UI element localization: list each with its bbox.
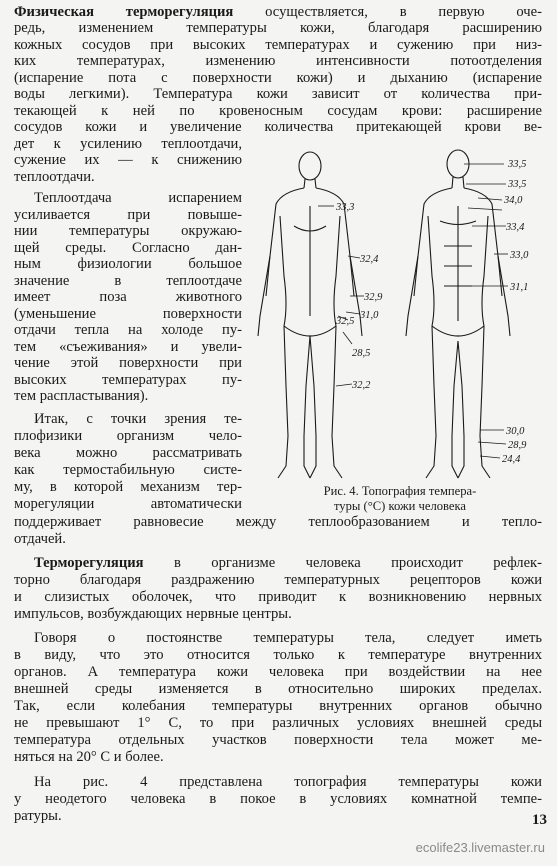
text-line: температура отдельных участков поверхности тела может ме- xyxy=(14,732,542,748)
temperature-labels xyxy=(335,159,529,465)
temperature-label: 32,5 xyxy=(336,316,355,327)
text-line: (уменьшение поверхности xyxy=(14,306,242,322)
text-line: отдачи тепла на холоде пу- xyxy=(14,322,242,338)
temperature-label: 28,5 xyxy=(352,348,371,359)
text-line: как термостабильную систе- xyxy=(14,462,242,478)
text-line: текающей к ней по кровеносным сосудам крови: расширение xyxy=(14,103,542,119)
text-line: не превышают 1° С, то при различных условиях внешней среды xyxy=(14,715,542,731)
text-line: нии температуры окружаю- xyxy=(14,223,242,239)
text-line: тем распластывания). xyxy=(14,388,149,404)
text-line: Итак, с точки зрения те- xyxy=(34,411,242,427)
temperature-label: 33,5 xyxy=(508,159,527,170)
temperature-label: 32,4 xyxy=(360,254,379,265)
text-line: усиливается при повыше- xyxy=(14,207,242,223)
text-line: морегуляции автоматически xyxy=(14,496,242,512)
temperature-label: 33,5 xyxy=(508,179,527,190)
text-line: имеет поза животного xyxy=(14,289,242,305)
figure-skin-temperature-topography xyxy=(248,146,548,486)
text-line: сужение их — к снижению xyxy=(14,152,242,168)
temperature-label: 31,0 xyxy=(360,310,379,321)
text-line: органов. А температура кожи человека при воздействии на нее xyxy=(14,664,542,680)
text-line: у неодетого человека в покое в условиях комнатной темпе- xyxy=(14,791,542,807)
text-line: сосудов кожи и увеличение количества притекающей крови ве- xyxy=(14,119,542,135)
watermark: ecolife23.livemaster.ru xyxy=(415,840,545,855)
text-line: редь, изменением температуры кожи, благодаря расширению xyxy=(14,20,542,36)
temperature-label: 30,0 xyxy=(506,426,525,437)
text-line: му, в которой механизм тер- xyxy=(14,479,242,495)
figure-caption-line: туры (°С) кожи человека xyxy=(333,499,467,513)
text-line: в виду, что это относится только к температуре внутренних xyxy=(14,647,542,663)
text-line: няться на 20° С и более. xyxy=(14,749,164,765)
temperature-label: 24,4 xyxy=(502,454,521,465)
text-line: внешней среды изменяется в относительно широких пределах. xyxy=(14,681,542,697)
body-figures-illustration xyxy=(248,146,548,486)
temperature-label: 33,4 xyxy=(506,222,525,233)
text-line: века можно рассматривать xyxy=(14,445,242,461)
temperature-label: 32,2 xyxy=(352,380,371,391)
temperature-label: 32,9 xyxy=(364,292,383,303)
term-physical-thermoregulation: Физическая терморегуляция xyxy=(14,4,234,20)
text-line: и слизистых оболочек, что приводит к возникновению нервных xyxy=(14,589,542,605)
text-line: теплоотдачи. xyxy=(14,169,95,185)
text-line: торно благодаря раздражению температурных рецепторов кожи xyxy=(14,572,542,588)
text-line: высоких температурах пу- xyxy=(14,372,242,388)
page-number: 13 xyxy=(532,812,547,828)
temperature-label: 28,9 xyxy=(508,440,527,451)
text-line: тем «съеживания» и увели- xyxy=(14,339,242,355)
text-line: воды легкими). Температура кожи зависит от количества при- xyxy=(14,86,542,102)
text-line: ких температурах, изменению интенсивности потоотделения xyxy=(14,53,542,69)
text-line: плофизики организм чело- xyxy=(14,428,242,444)
text-line: Теплоотдача испарением xyxy=(34,190,242,206)
text-line: кожных сосудов при высоких температурах и сужению при низ- xyxy=(14,37,542,53)
text-line: ратуры. xyxy=(14,808,62,824)
text-line: дет к усилению теплоотдачи, xyxy=(14,136,242,152)
text-line: поддерживает равновесие между теплообразованием и тепло- xyxy=(14,514,542,530)
temperature-label: 34,0 xyxy=(504,195,523,206)
text-line: щей среды. Согласно дан- xyxy=(14,240,242,256)
figure-caption-line: Рис. 4. Топография темпера- xyxy=(323,484,477,498)
text-line: отдачей. xyxy=(14,531,66,547)
text-line: Терморегуляция в организме человека происходит рефлек- xyxy=(34,555,542,571)
text-line: ным физиологии большое xyxy=(14,256,242,272)
text-line: импульсов, возбуждающих нервные центры. xyxy=(14,606,292,622)
text-line: значение в теплоотдаче xyxy=(14,273,242,289)
temperature-label: 33,0 xyxy=(510,250,529,261)
temperature-label: 31,1 xyxy=(510,282,529,293)
term-thermoregulation: Терморегуляция xyxy=(34,555,144,571)
temperature-label: 33,3 xyxy=(336,202,355,213)
text-line: Говоря о постоянстве температуры тела, следует иметь xyxy=(34,630,542,646)
text-line: Физическая терморегуляция осуществляется, в первую оче- xyxy=(14,4,542,20)
text-line: чение этой поверхности при xyxy=(14,355,242,371)
back-view-figure xyxy=(258,152,362,478)
text-line: На рис. 4 представлена топография температуры кожи xyxy=(34,774,542,790)
text-line: Так, если колебания температуры внутренних органов обычно xyxy=(14,698,542,714)
text-line: (испарение пота с поверхности кожи) и дыханию (испарение xyxy=(14,70,542,86)
